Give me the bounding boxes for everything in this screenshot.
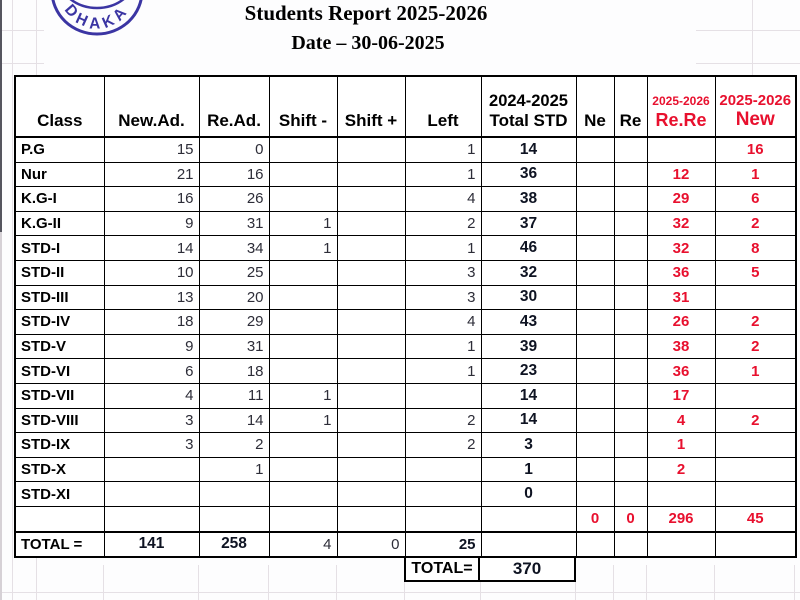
- table-cell: 36: [647, 359, 715, 384]
- table-cell: [337, 408, 405, 433]
- table-cell: [337, 187, 405, 212]
- grand-total-box: [404, 556, 576, 582]
- table-cell: [576, 310, 614, 335]
- table-cell: 31: [199, 211, 269, 236]
- table-cell: 1: [715, 162, 796, 187]
- table-cell: [337, 506, 405, 531]
- table-cell: [337, 359, 405, 384]
- table-cell: 4: [405, 187, 481, 212]
- table-cell: STD-VII: [15, 383, 104, 408]
- table-cell: 45: [715, 506, 796, 531]
- table-cell: 43: [481, 310, 576, 335]
- header-new: 2025-2026 New: [715, 76, 796, 137]
- table-cell: 2: [715, 211, 796, 236]
- table-cell: [199, 482, 269, 507]
- table-cell: [647, 532, 715, 558]
- table-cell: [337, 334, 405, 359]
- table-cell: 14: [481, 383, 576, 408]
- table-cell: Nur: [15, 162, 104, 187]
- table-cell: 2: [715, 408, 796, 433]
- dhaka-stamp-icon: [49, 0, 149, 44]
- table-cell: [405, 506, 481, 531]
- table-row: [15, 383, 796, 408]
- header-shift_minus: Shift -: [269, 76, 337, 137]
- table-row: [15, 359, 796, 384]
- table-cell: [576, 260, 614, 285]
- table-cell: [269, 162, 337, 187]
- table-cell: 296: [647, 506, 715, 531]
- table-cell: [576, 162, 614, 187]
- table-cell: [576, 383, 614, 408]
- table-cell: 17: [647, 383, 715, 408]
- table-cell: [576, 137, 614, 162]
- header-re: Re: [614, 76, 647, 137]
- table-cell: [715, 532, 796, 558]
- table-cell: [337, 236, 405, 261]
- table-cell: 3: [405, 285, 481, 310]
- table-cell: STD-IX: [15, 433, 104, 458]
- report-table-area: [14, 75, 797, 582]
- table-cell: 16: [199, 162, 269, 187]
- table-cell: 6: [715, 187, 796, 212]
- table-cell: 1: [405, 236, 481, 261]
- table-cell: 3: [104, 408, 199, 433]
- table-cell: 1: [405, 162, 481, 187]
- table-row: [15, 408, 796, 433]
- table-cell: 1: [715, 359, 796, 384]
- table-cell: 16: [715, 137, 796, 162]
- table-cell: 0: [337, 532, 405, 558]
- table-cell: [715, 285, 796, 310]
- table-cell: [269, 506, 337, 531]
- table-cell: STD-III: [15, 285, 104, 310]
- table-cell: 4: [269, 532, 337, 558]
- table-cell: 36: [647, 260, 715, 285]
- table-cell: [405, 482, 481, 507]
- table-cell: 23: [481, 359, 576, 384]
- table-cell: 14: [481, 408, 576, 433]
- table-cell: STD-I: [15, 236, 104, 261]
- table-cell: K.G-II: [15, 211, 104, 236]
- table-cell: [614, 457, 647, 482]
- table-cell: 29: [647, 187, 715, 212]
- table-cell: 141: [104, 532, 199, 558]
- table-cell: [614, 482, 647, 507]
- table-cell: [199, 506, 269, 531]
- table-cell: STD-V: [15, 334, 104, 359]
- table-cell: [647, 482, 715, 507]
- table-cell: 0: [481, 482, 576, 507]
- table-cell: [269, 433, 337, 458]
- table-cell: [104, 457, 199, 482]
- table-row: [15, 334, 796, 359]
- table-cell: 14: [104, 236, 199, 261]
- table-cell: [104, 506, 199, 531]
- table-cell: STD-IV: [15, 310, 104, 335]
- table-cell: [337, 285, 405, 310]
- table-cell: [715, 383, 796, 408]
- table-cell: [614, 532, 647, 558]
- table-cell: [614, 285, 647, 310]
- table-cell: 5: [715, 260, 796, 285]
- table-row: [15, 187, 796, 212]
- total-row: [15, 532, 796, 558]
- table-cell: [614, 162, 647, 187]
- table-cell: STD-VI: [15, 359, 104, 384]
- table-cell: 36: [481, 162, 576, 187]
- table-cell: 4: [647, 408, 715, 433]
- table-cell: [614, 383, 647, 408]
- table-cell: 10: [104, 260, 199, 285]
- table-cell: 11: [199, 383, 269, 408]
- header-shift_plus: Shift +: [337, 76, 405, 137]
- table-cell: [337, 137, 405, 162]
- table-cell: 32: [481, 260, 576, 285]
- table-cell: 1: [647, 433, 715, 458]
- table-cell: 39: [481, 334, 576, 359]
- table-row: [15, 310, 796, 335]
- table-cell: [576, 532, 614, 558]
- table-cell: [614, 211, 647, 236]
- table-cell: 38: [481, 187, 576, 212]
- table-cell: [269, 285, 337, 310]
- table-cell: [481, 506, 576, 531]
- table-cell: STD-II: [15, 260, 104, 285]
- table-cell: 258: [199, 532, 269, 558]
- table-cell: 20: [199, 285, 269, 310]
- table-cell: 16: [104, 187, 199, 212]
- table-row: [15, 162, 796, 187]
- table-cell: P.G: [15, 137, 104, 162]
- table-cell: [337, 482, 405, 507]
- table-row: [15, 482, 796, 507]
- table-cell: [614, 433, 647, 458]
- table-cell: [576, 187, 614, 212]
- table-cell: 21: [104, 162, 199, 187]
- table-cell: 31: [199, 334, 269, 359]
- table-cell: 38: [647, 334, 715, 359]
- table-cell: 2: [715, 310, 796, 335]
- table-cell: [576, 236, 614, 261]
- table-cell: 1: [199, 457, 269, 482]
- table-cell: 1: [405, 359, 481, 384]
- table-cell: [104, 482, 199, 507]
- table-cell: 30: [481, 285, 576, 310]
- table-cell: 3: [481, 433, 576, 458]
- table-cell: 3: [405, 260, 481, 285]
- grand-total-value: 370: [512, 558, 542, 578]
- table-cell: STD-XI: [15, 482, 104, 507]
- table-cell: [614, 408, 647, 433]
- table-cell: 2: [405, 433, 481, 458]
- table-cell: 32: [647, 236, 715, 261]
- table-cell: 18: [199, 359, 269, 384]
- table-cell: 0: [199, 137, 269, 162]
- table-cell: [15, 506, 104, 531]
- table-cell: 34: [199, 236, 269, 261]
- table-cell: [269, 334, 337, 359]
- table-cell: 1: [481, 457, 576, 482]
- header-re_ad: Re.Ad.: [199, 76, 269, 137]
- table-cell: [576, 408, 614, 433]
- header-ne: Ne: [576, 76, 614, 137]
- table-cell: [337, 260, 405, 285]
- table-cell: [614, 137, 647, 162]
- table-cell: [337, 310, 405, 335]
- students-table: [14, 75, 797, 558]
- table-cell: 31: [647, 285, 715, 310]
- table-cell: 26: [199, 187, 269, 212]
- table-cell: TOTAL =: [15, 532, 104, 558]
- table-cell: [614, 334, 647, 359]
- table-cell: 15: [104, 137, 199, 162]
- table-cell: 1: [405, 137, 481, 162]
- table-cell: [576, 457, 614, 482]
- window-edge: [0, 232, 2, 600]
- table-cell: [337, 211, 405, 236]
- table-cell: [269, 482, 337, 507]
- header-new_ad: New.Ad.: [104, 76, 199, 137]
- table-cell: [405, 383, 481, 408]
- table-cell: [576, 482, 614, 507]
- table-cell: 29: [199, 310, 269, 335]
- table-cell: [337, 383, 405, 408]
- table-row: [15, 457, 796, 482]
- table-cell: 0: [576, 506, 614, 531]
- table-cell: 1: [269, 383, 337, 408]
- stamp-text: DHAKA: [60, 1, 134, 33]
- table-header: [15, 76, 796, 137]
- table-cell: 46: [481, 236, 576, 261]
- table-cell: 6: [104, 359, 199, 384]
- table-cell: [269, 137, 337, 162]
- table-cell: 2: [715, 334, 796, 359]
- header-left: Left: [405, 76, 481, 137]
- table-row: [15, 285, 796, 310]
- table-cell: 1: [405, 334, 481, 359]
- table-row: [15, 260, 796, 285]
- table-cell: 14: [199, 408, 269, 433]
- table-cell: [337, 162, 405, 187]
- table-cell: 18: [104, 310, 199, 335]
- table-cell: 32: [647, 211, 715, 236]
- table-cell: 2: [405, 211, 481, 236]
- table-cell: 12: [647, 162, 715, 187]
- table-cell: 9: [104, 211, 199, 236]
- header-re_re: 2025-2026 Re.Re: [647, 76, 715, 137]
- table-cell: 14: [481, 137, 576, 162]
- table-cell: 2: [405, 408, 481, 433]
- table-cell: 4: [104, 383, 199, 408]
- table-row: [15, 236, 796, 261]
- header-class: Class: [15, 76, 104, 137]
- table-cell: [614, 187, 647, 212]
- gridline: [12, 0, 13, 600]
- header-total_std: 2024-2025 Total STD: [481, 76, 576, 137]
- table-row: [15, 211, 796, 236]
- table-body: [15, 137, 796, 557]
- table-cell: 2: [647, 457, 715, 482]
- table-cell: [269, 359, 337, 384]
- table-cell: 0: [614, 506, 647, 531]
- table-cell: 8: [715, 236, 796, 261]
- table-cell: [614, 236, 647, 261]
- table-cell: [269, 187, 337, 212]
- table-cell: [269, 260, 337, 285]
- table-cell: 2: [199, 433, 269, 458]
- table-cell: [576, 433, 614, 458]
- table-cell: [337, 457, 405, 482]
- table-cell: [405, 457, 481, 482]
- table-cell: [614, 310, 647, 335]
- page-title: Students Report 2025-2026: [244, 1, 488, 25]
- table-row: [15, 137, 796, 162]
- table-cell: 37: [481, 211, 576, 236]
- table-cell: [576, 359, 614, 384]
- table-cell: K.G-I: [15, 187, 104, 212]
- table-cell: [337, 433, 405, 458]
- table-cell: 9: [104, 334, 199, 359]
- grand-total-label: TOTAL=: [406, 558, 480, 580]
- table-cell: [576, 211, 614, 236]
- table-cell: STD-X: [15, 457, 104, 482]
- table-cell: [576, 285, 614, 310]
- table-cell: [715, 433, 796, 458]
- table-cell: [614, 359, 647, 384]
- table-cell: 13: [104, 285, 199, 310]
- table-cell: [481, 532, 576, 558]
- summary-row: [15, 506, 796, 531]
- table-cell: [715, 457, 796, 482]
- table-cell: 1: [269, 408, 337, 433]
- table-cell: 25: [199, 260, 269, 285]
- table-cell: 26: [647, 310, 715, 335]
- table-cell: 1: [269, 211, 337, 236]
- table-cell: 4: [405, 310, 481, 335]
- table-row: [15, 433, 796, 458]
- table-cell: 25: [405, 532, 481, 558]
- table-cell: [269, 457, 337, 482]
- table-cell: 3: [104, 433, 199, 458]
- table-cell: [614, 260, 647, 285]
- table-cell: [715, 482, 796, 507]
- table-cell: STD-VIII: [15, 408, 104, 433]
- table-cell: [576, 334, 614, 359]
- table-cell: [647, 137, 715, 162]
- table-cell: [269, 310, 337, 335]
- table-cell: 1: [269, 236, 337, 261]
- report-date: Date – 30-06-2025: [291, 32, 445, 54]
- gridline: [0, 592, 800, 593]
